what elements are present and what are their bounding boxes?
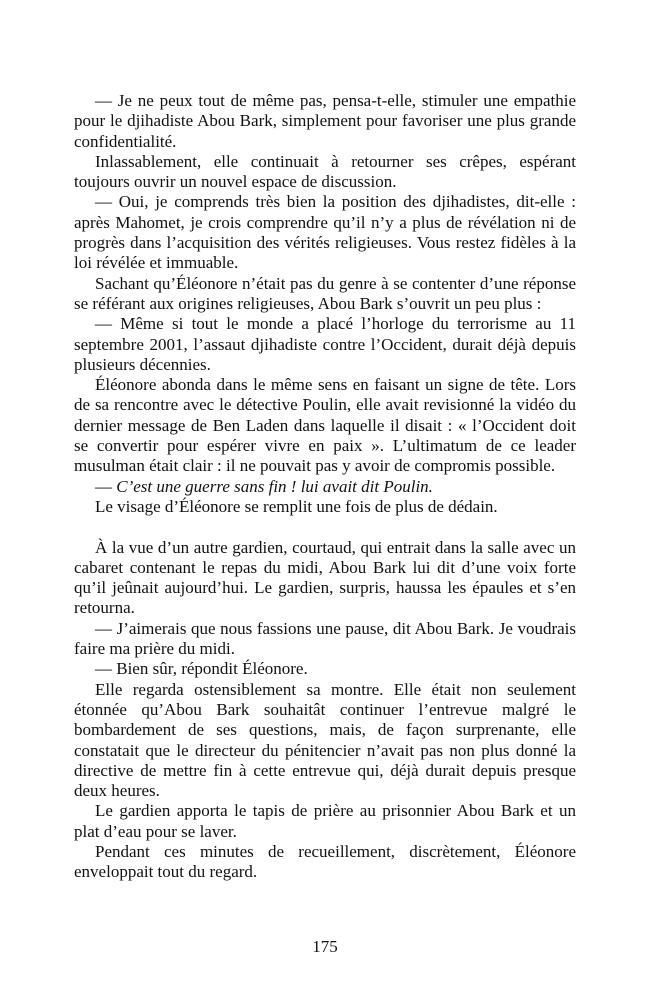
italic-quote: C’est une guerre sans fin ! lui avait dit Poulin. xyxy=(116,476,433,496)
page-body xyxy=(74,91,576,883)
dialogue-dash: — xyxy=(95,476,117,496)
paragraph: — Même si tout le monde a placé l’horloge du terrorisme au 11 septembre 2001, l’assaut djihadiste contre l’Occident, durait déjà depuis plusieurs décennies. xyxy=(74,314,576,374)
paragraph: — Je ne peux tout de même pas, pensa-t-elle, stimuler une empathie pour le djihadiste Abou Bark, simplement pour favoriser une plus grande confidentialité. xyxy=(74,91,576,151)
paragraph: À la vue d’un autre gardien, courtaud, qui entrait dans la salle avec un cabaret contenant le repas du midi, Abou Bark lui dit d’une voix forte qu’il jeûnait aujourd’hui. Le gardien, surpris, haussa les épaules et s’en retourna. xyxy=(74,537,576,618)
paragraph: — J’aimerais que nous fassions une pause, dit Abou Bark. Je voudrais faire ma prière du midi. xyxy=(74,618,576,659)
paragraph: Elle regarda ostensiblement sa montre. Elle était non seulement étonnée qu’Abou Bark souhaitât continuer l’entrevue malgré le bombardement de ses questions, mais, de façon surprenante, elle constatait que le directeur du pénitencier n’avait pas non plus donné la directive de mettre fin à cette entrevue qui, déjà durait depuis presque deux heures. xyxy=(74,679,576,801)
paragraph: Pendant ces minutes de recueillement, discrètement, Éléonore enveloppait tout du regard. xyxy=(74,841,576,882)
paragraph: Le visage d’Éléonore se remplit une fois de plus de dédain. xyxy=(95,496,498,516)
paragraph-italic-quote xyxy=(74,477,576,497)
paragraph: Le gardien apporta le tapis de prière au prisonnier Abou Bark et un plat d’eau pour se laver. xyxy=(74,801,576,841)
page-number: 175 xyxy=(312,937,338,956)
paragraph: — Bien sûr, répondit Éléonore. xyxy=(95,659,308,679)
paragraph: Sachant qu’Éléonore n’était pas du genre à se contenter d’une réponse se référant aux origines religieuses, Abou Bark s’ouvrit un peu plus : xyxy=(74,273,576,313)
paragraph: — Oui, je comprends très bien la position des djihadistes, dit-elle : après Mahomet, je crois comprendre qu’il n’y a plus de révélation ni de progrès dans l’acquisition des vérités religieuses. Vous restez fidèles à la loi révélée et immuable. xyxy=(74,192,576,273)
paragraph: Éléonore abonda dans le même sens en faisant un signe de tête. Lors de sa rencontre avec le détective Poulin, elle avait revisionné la vidéo du dernier message de Ben Laden dans laquelle il disait : « l’Occident doit se convertir pour espérer vivre en paix ». L’ultimatum de ce leader musulman était clair : il ne pouvait pas y avoir de compromis possible. xyxy=(74,375,576,476)
section-break xyxy=(74,517,576,537)
paragraph: Inlassablement, elle continuait à retourner ses crêpes, espérant toujours ouvrir un nouvel espace de discussion. xyxy=(74,151,576,192)
